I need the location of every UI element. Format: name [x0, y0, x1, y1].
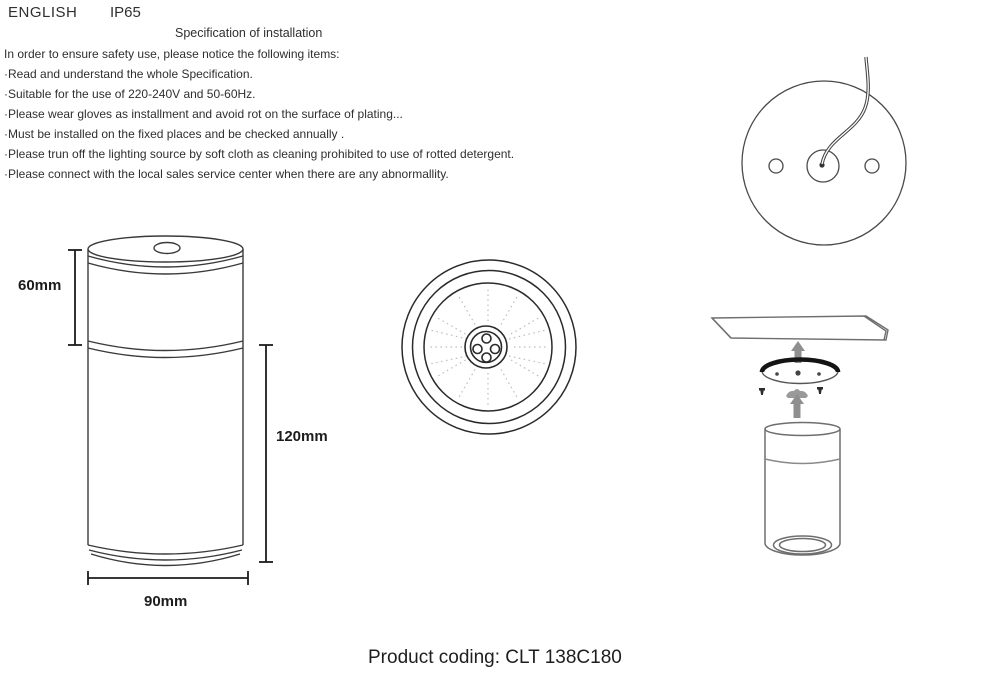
instruction-item: ·Please wear gloves as installment and avoid rot on the surface of plating... — [4, 107, 403, 121]
page-title: Specification of installation — [175, 26, 323, 40]
power-wire — [822, 57, 868, 164]
dimension-label-60mm: 60mm — [18, 277, 62, 294]
instruction-item: ·Must be installed on the fixed places and be checked annually . — [4, 127, 345, 141]
product-coding: Product coding: CLT 138C180 — [368, 647, 622, 668]
language-label: ENGLISH — [8, 4, 78, 21]
plate-outline — [742, 81, 906, 245]
instruction-item: ·Please trun off the lighting source by soft cloth as cleaning prohibited to use of rotted detergent. — [4, 147, 515, 161]
center-hub — [465, 326, 507, 368]
instruction-item: ·Please connect with the local sales service center when there are any abnormallity. — [4, 167, 449, 181]
installation-diagram — [695, 305, 910, 567]
mounting-plate-drawing — [735, 42, 920, 252]
hub-hole — [482, 334, 491, 343]
dimension-label-90mm: 90mm — [144, 593, 188, 610]
lamp-top-view-drawing — [395, 252, 585, 444]
instructions-intro: In order to ensure safety use, please notice the following items: — [4, 47, 340, 61]
hub-hole — [491, 345, 500, 354]
ip-rating-label: IP65 — [110, 4, 141, 21]
instruction-item: ·Suitable for the use of 220-240V and 50-60Hz. — [4, 87, 256, 101]
screw-icon — [759, 388, 765, 395]
plate-screw-hole-left — [769, 159, 783, 173]
top-view-rings — [402, 260, 576, 434]
dimension-lines — [68, 250, 273, 585]
screw-icon — [817, 387, 823, 394]
lamp-front-view-drawing — [60, 228, 285, 590]
ceiling-panel — [712, 316, 888, 340]
hub-hole — [482, 353, 491, 362]
hub-hole — [473, 345, 482, 354]
radial-dotted-lines — [427, 286, 549, 408]
cylinder-front-outline — [88, 236, 243, 566]
plate-screw-hole-right — [865, 159, 879, 173]
lamp-body — [765, 423, 840, 556]
instruction-item: ·Read and understand the whole Specification. — [4, 67, 253, 81]
dimension-label-120mm: 120mm — [276, 428, 328, 445]
